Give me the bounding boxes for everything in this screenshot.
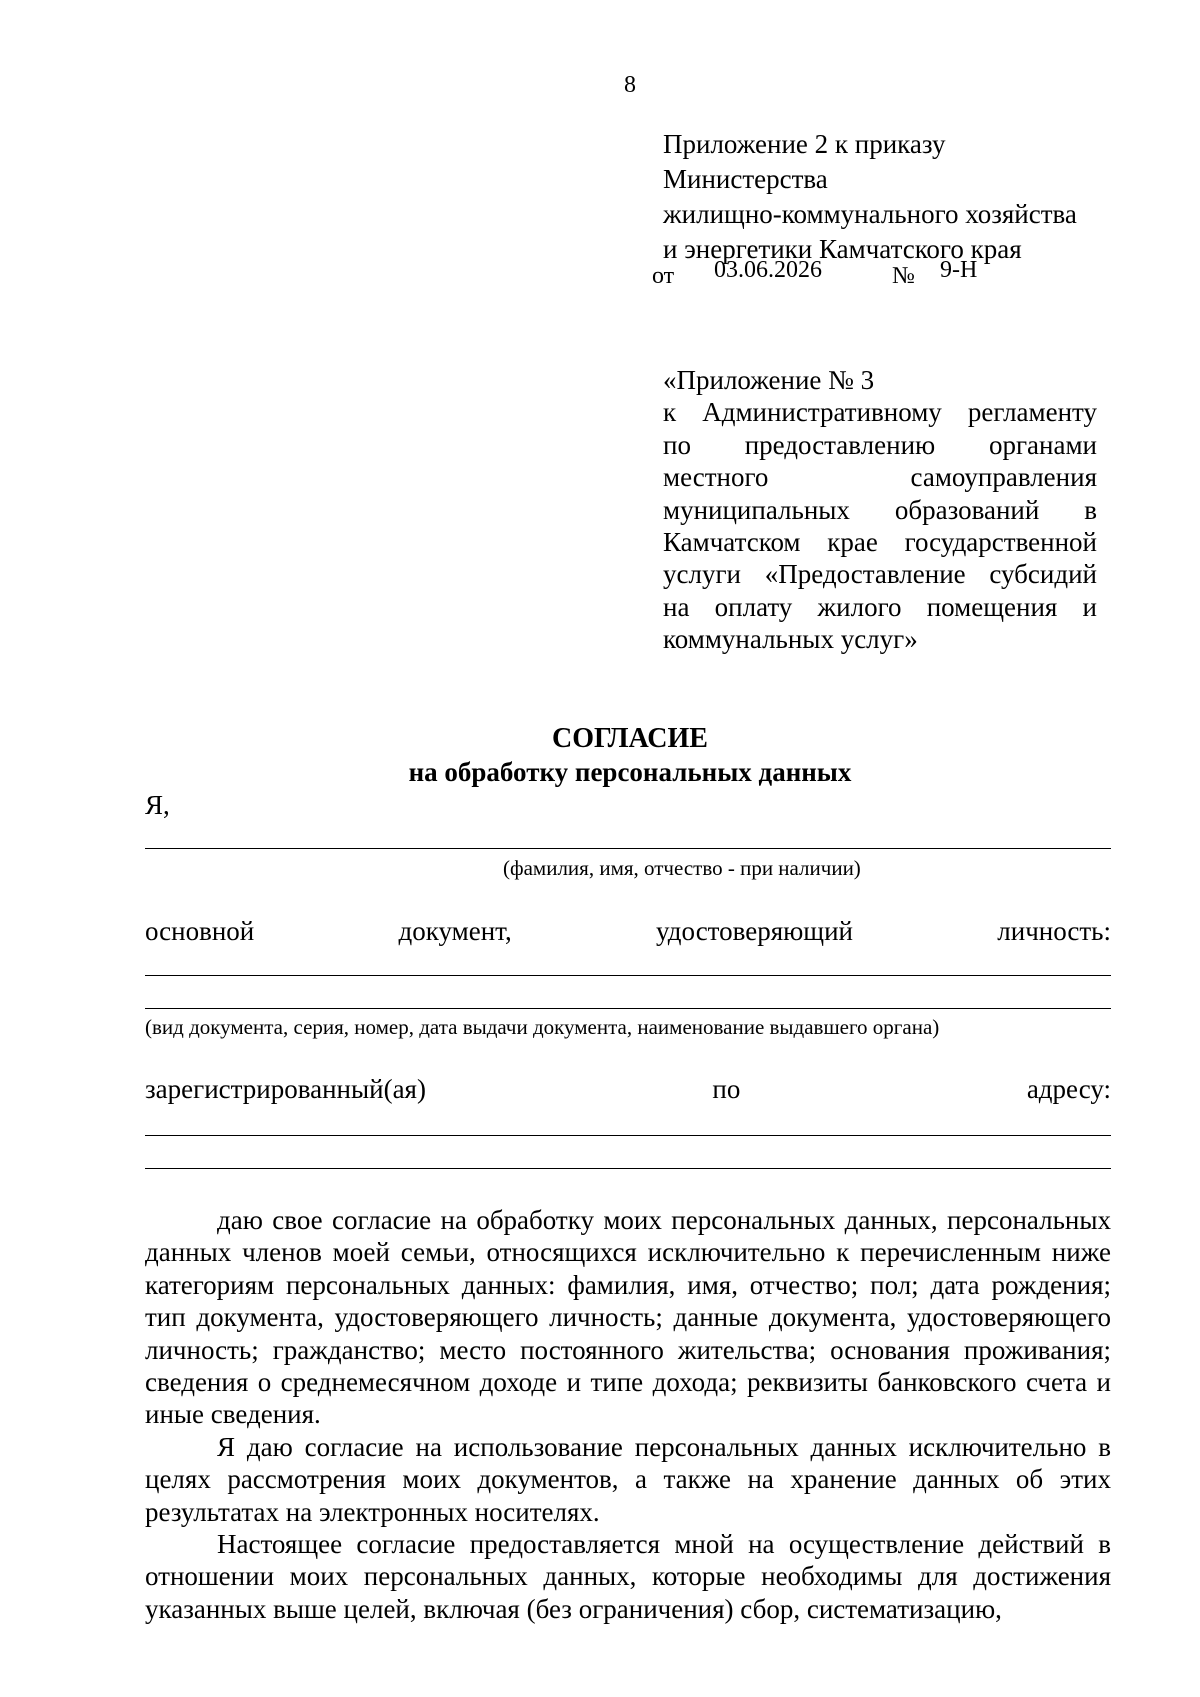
name-hint: (фамилия, имя, отчество - при наличии)	[503, 856, 861, 880]
order-date: 03.06.2026	[714, 257, 822, 283]
page-number: 8	[624, 72, 636, 98]
document-label-word: документ,	[398, 916, 512, 946]
regulation-line: местного самоуправления	[663, 462, 1097, 493]
order-reference	[652, 257, 1082, 291]
order-number-sign: №	[892, 263, 915, 289]
document-fill-line	[145, 975, 1111, 976]
document-label-line	[145, 916, 1111, 947]
address-fill-line	[145, 1135, 1111, 1136]
regulation-line: коммунальных услуг»	[663, 624, 918, 655]
consent-paragraph: Настоящее согласие предоставляется мной на осуществление действий в отношении моих персональных данных, которые необходимы для достижения указанных выше целей, включая (без ограничения) сбор, систематизацию,	[145, 1529, 1111, 1624]
address-label-word: по	[712, 1074, 741, 1104]
appendix-line: жилищно-коммунального хозяйства	[663, 199, 1077, 229]
order-number: 9-Н	[940, 257, 978, 283]
address-label-line	[145, 1074, 1111, 1105]
regulation-header	[663, 364, 1097, 656]
consent-paragraph: даю свое согласие на обработку моих персональных данных, персональных данных членов моей семьи, относящихся исключительно к перечисленным ниже категориям персональных данных: фамилия, имя, отчество; пол; дата рождения; тип документа, удостоверяющего личность; данные документа, удостоверяющего личность; гражданство; место постоянного жительства; основания проживания; сведения о среднемесячном доходе и типе дохода; реквизиты банковского счета и иные сведения.	[145, 1205, 1111, 1430]
appendix-line: и энергетики Камчатского края	[663, 234, 1022, 264]
appendix-line: Министерства	[663, 164, 828, 194]
document-fill-line	[145, 1008, 1111, 1009]
regulation-line: услуги «Предоставление субсидий	[663, 559, 1097, 590]
consent-body	[145, 1204, 1111, 1625]
document-title: СОГЛАСИЕ	[552, 723, 708, 754]
address-label-word: зарегистрированный(ая)	[145, 1074, 426, 1104]
document-subtitle: на обработку персональных данных	[408, 757, 852, 787]
regulation-line: на оплату жилого помещения и	[663, 591, 1097, 622]
regulation-line: муниципальных образований в	[663, 494, 1097, 525]
document-hint: (вид документа, серия, номер, дата выдачи документа, наименование выдавшего органа)	[145, 1015, 940, 1039]
appendix-line: Приложение 2 к приказу	[663, 129, 946, 159]
ya-label: Я,	[145, 790, 170, 820]
appendix-header	[663, 127, 1103, 267]
regulation-line: «Приложение № 3	[663, 365, 875, 395]
document-label-word: основной	[145, 916, 255, 946]
document-label-word: удостоверяющий	[655, 916, 853, 946]
document-label-word: личность:	[997, 916, 1111, 946]
regulation-line: к Административному регламенту	[663, 397, 1097, 428]
address-label-word: адресу:	[1026, 1074, 1111, 1104]
regulation-line: Камчатском крае государственной	[663, 527, 1097, 558]
regulation-line: по предоставлению органами	[663, 429, 1097, 460]
order-from-label: от	[652, 263, 675, 289]
name-fill-line	[145, 848, 1111, 849]
consent-paragraph: Я даю согласие на использование персональных данных исключительно в целях рассмотрения моих документов, а также на хранение данных об этих результатах на электронных носителях.	[145, 1431, 1111, 1527]
address-fill-line	[145, 1168, 1111, 1169]
